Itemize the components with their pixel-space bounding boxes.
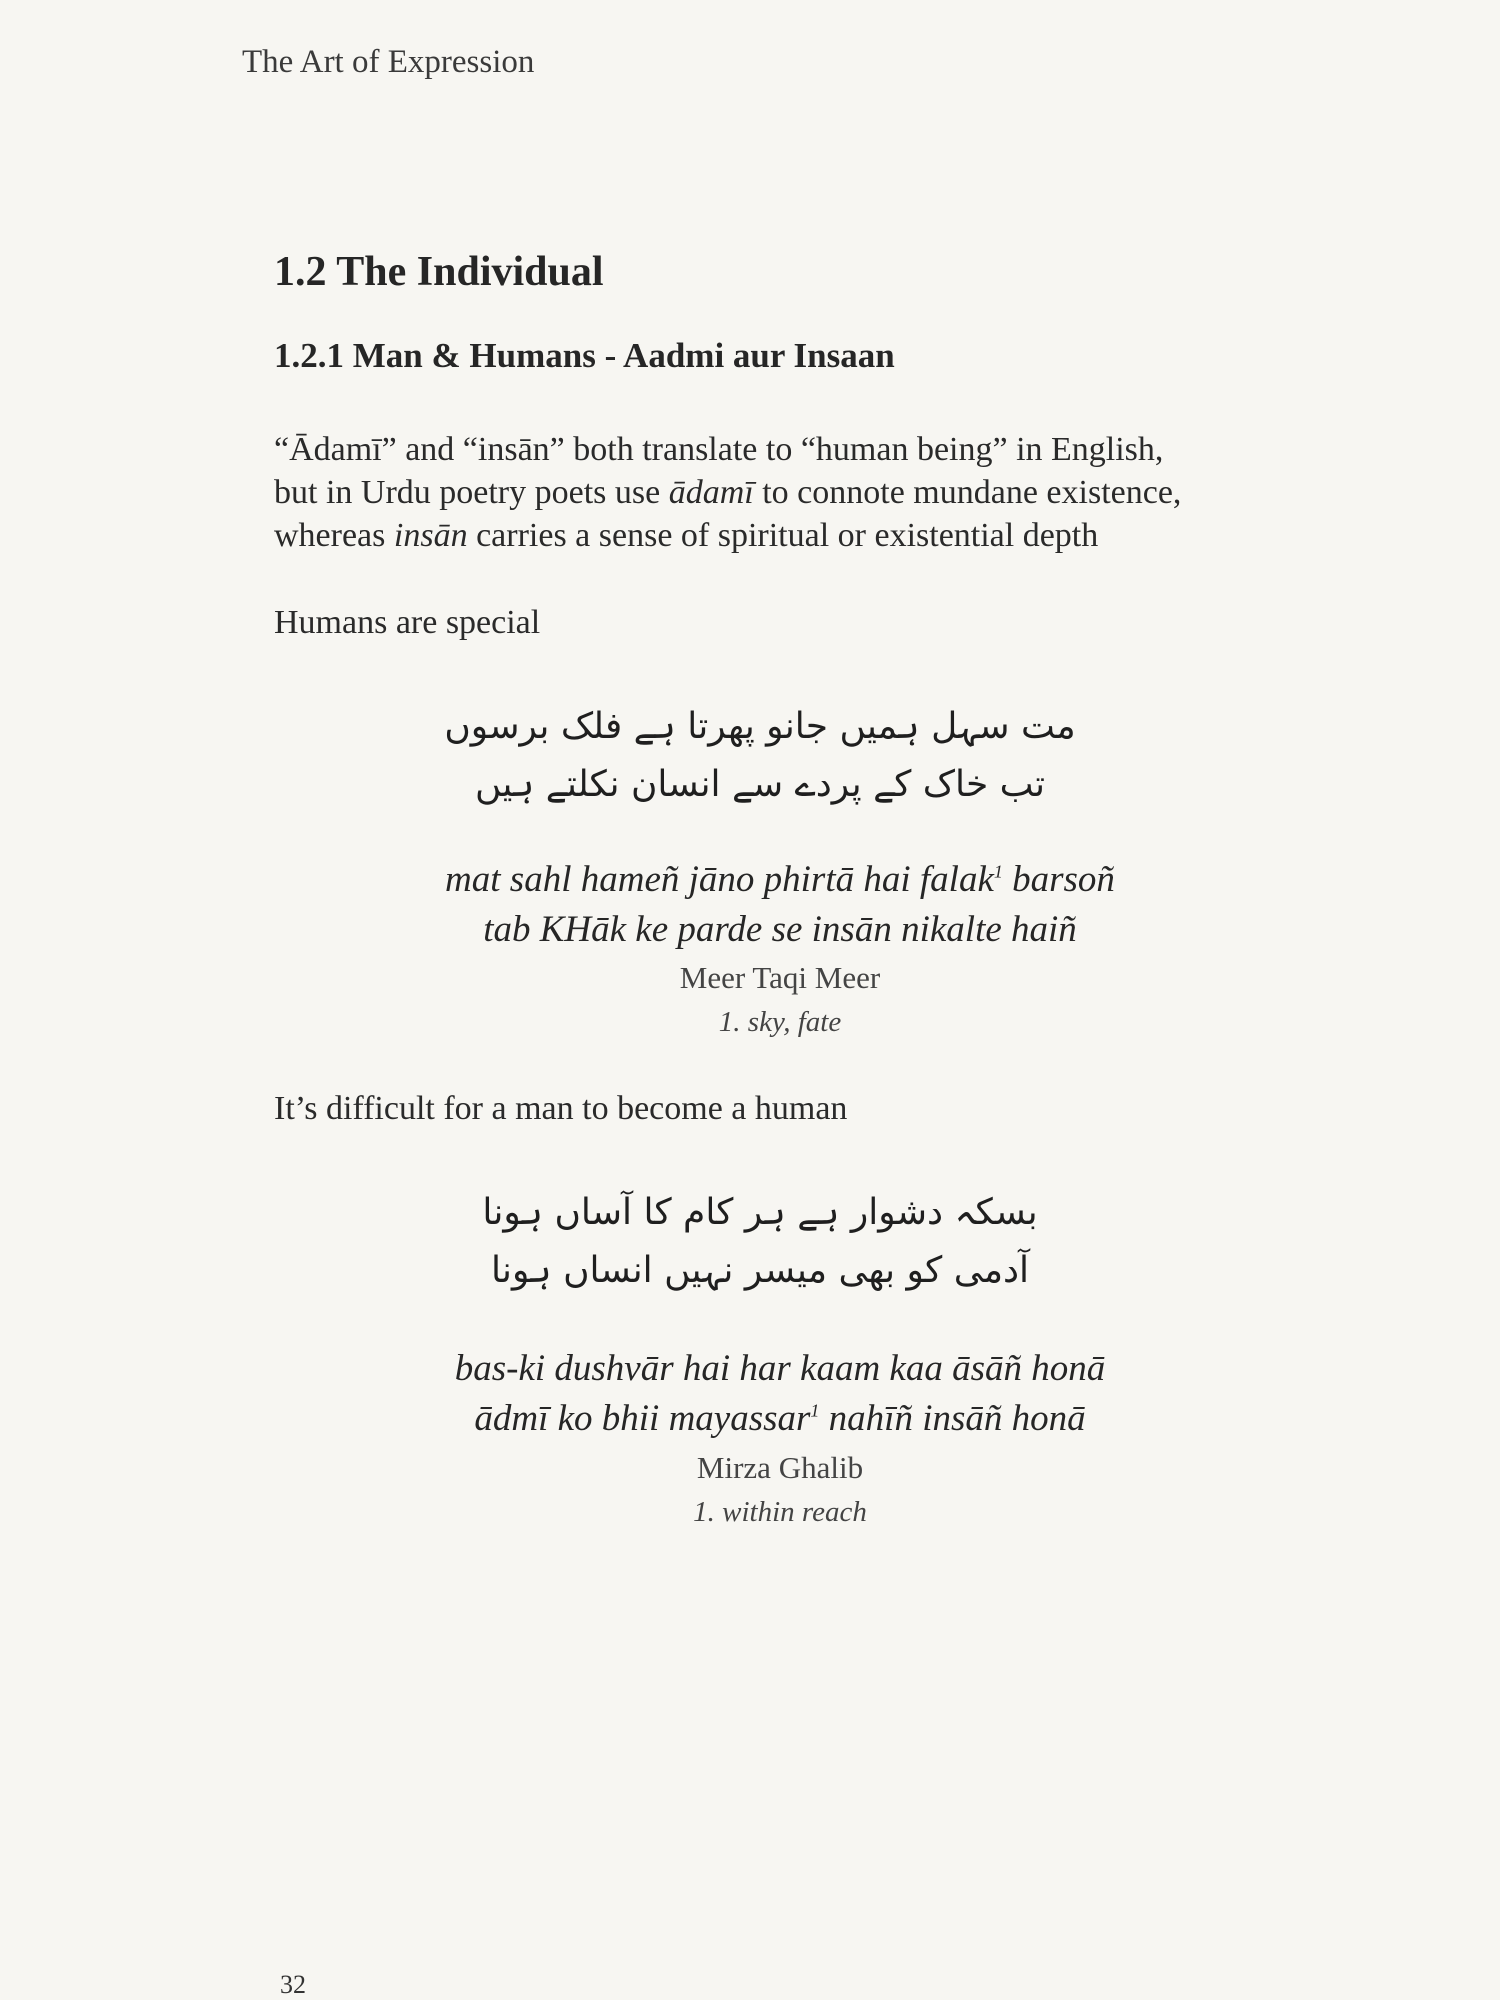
- transliteration-line: tab KHāk ke parde se insān nikalte haiñ: [483, 909, 1077, 950]
- urdu-line: مت سہل ہمیں جانو پھرتا ہے فلک برسوں: [444, 706, 1076, 747]
- footnote: 1. sky, fate: [718, 1006, 842, 1038]
- transliteration: [300, 1344, 1260, 1444]
- running-head: The Art of Expression: [242, 44, 535, 80]
- transliteration-line: bas-ki dushvār hai har kaam kaa āsāñ honā: [454, 1348, 1106, 1389]
- emphasis-insan: insān: [393, 517, 468, 554]
- urdu-line: آدمی کو بھی میسر نہیں انساں ہونا: [490, 1250, 1030, 1291]
- urdu-line: بسکہ دشوار ہے ہر کام کا آساں ہونا: [482, 1192, 1038, 1233]
- intro-line-1: “Ādamī” and “insān” both translate to “human being” in English,: [274, 431, 1164, 468]
- poet-name: Mirza Ghalib: [696, 1450, 864, 1485]
- section-title: 1.2 The Individual: [274, 249, 604, 295]
- transliteration-line: mat sahl hameñ jāno phirtā hai falak$^1$ barsoñ: [445, 859, 1115, 900]
- poet-name: Meer Taqi Meer: [679, 960, 881, 995]
- urdu-couplet: [440, 1184, 1080, 1300]
- page-number: 32: [280, 1970, 306, 1999]
- footnote-marker: 1: [993, 861, 1003, 882]
- intro-line-3: whereas insān carries a sense of spiritual or existential depth: [274, 517, 1099, 554]
- urdu-couplet: [440, 698, 1080, 814]
- urdu-line: تب خاک کے پردے سے انسان نکلتے ہیں: [474, 764, 1046, 805]
- intro-paragraph: [274, 428, 1334, 557]
- couplet-heading: Humans are special: [274, 604, 541, 641]
- intro-line-2: but in Urdu poetry poets use ādamī to connote mundane existence,: [274, 474, 1182, 511]
- transliteration: [300, 855, 1260, 955]
- footnote-marker: 1: [810, 1400, 820, 1421]
- couplet-heading: It’s difficult for a man to become a human: [274, 1090, 848, 1127]
- emphasis-adami: ādamī: [668, 474, 754, 511]
- footnote: 1. within reach: [693, 1496, 867, 1528]
- subsection-title: 1.2.1 Man & Humans - Aadmi aur Insaan: [274, 336, 895, 375]
- transliteration-line: ādmī ko bhii mayassar$^1$ nahīñ insāñ honā: [474, 1398, 1086, 1439]
